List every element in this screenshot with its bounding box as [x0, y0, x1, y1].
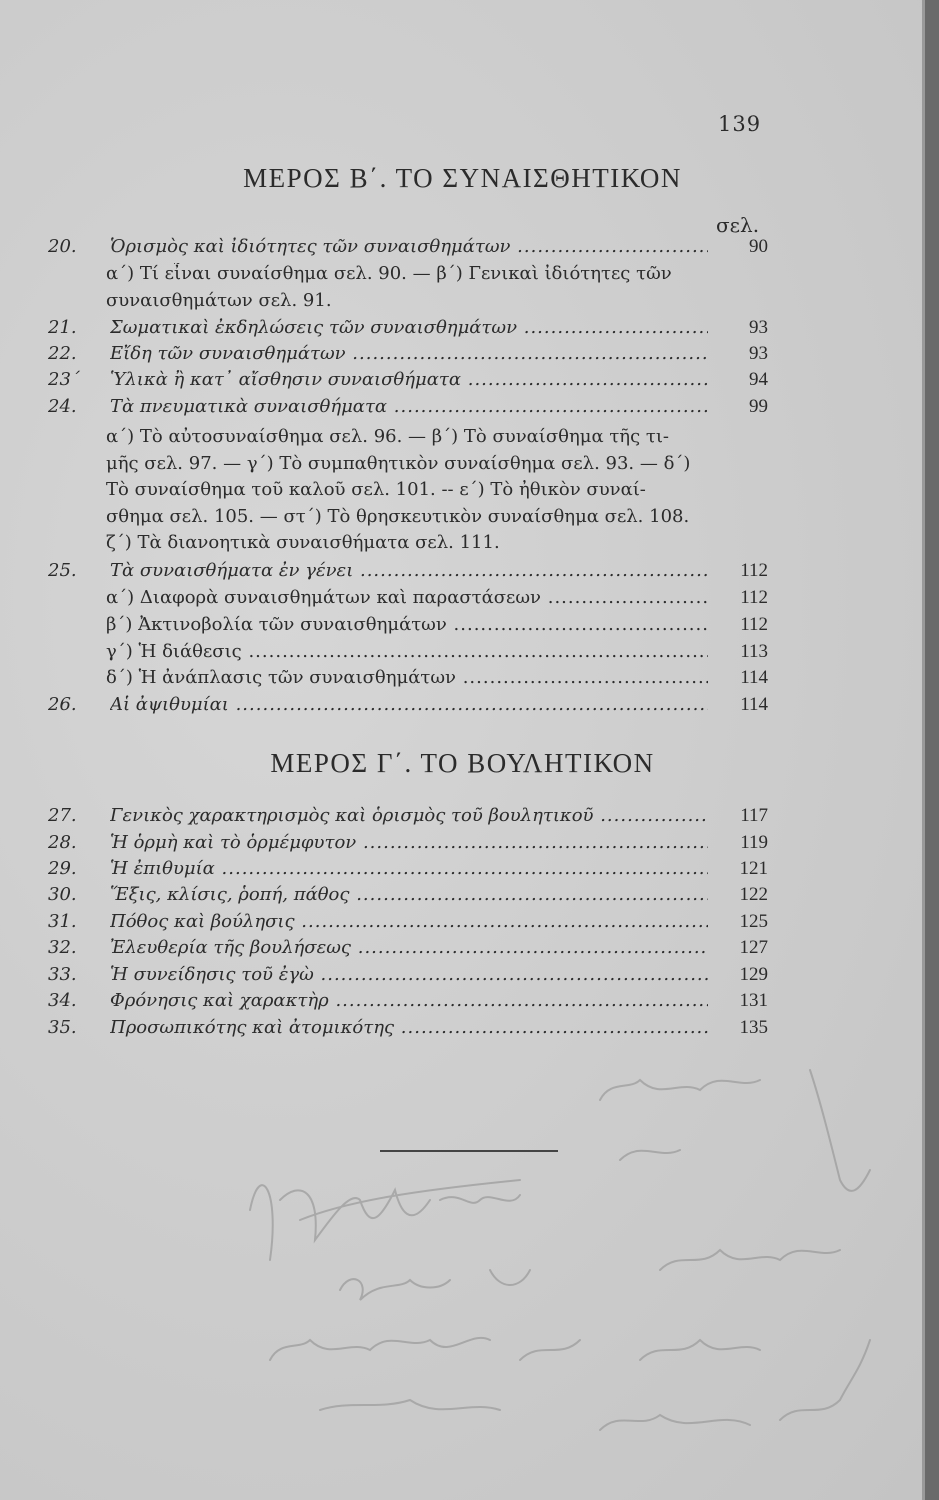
entry-page: 112 [740, 614, 768, 635]
toc-entry [48, 884, 768, 910]
entry-title: Φρόνησις καὶ χαρακτὴρ ..... [110, 990, 708, 1011]
page-number: 139 [718, 112, 762, 136]
entry-page: 114 [740, 667, 768, 688]
entry-title: Ὁρισμὸς καὶ ἰδιότητες τῶν συναισθημάτων ..... [110, 236, 708, 257]
entry-title: Σωματικαὶ ἐκδηλώσεις τῶν συναισθημάτων ..... [110, 317, 708, 338]
entry-24-description [106, 424, 716, 557]
entry-title: Ἕξις, κλίσις, ῥοπή, πάθος ..... [110, 884, 708, 905]
toc-entry [48, 832, 768, 858]
entry-title: Ὑλικὰ ἢ κατ᾿ αἴσθησιν συναισθήματα ..... [110, 369, 708, 390]
entry-title: Τὰ πνευματικὰ συναισθήματα ..... [110, 396, 708, 417]
toc-entry [48, 858, 768, 884]
description-line: α΄) Τὸ αὐτοσυναίσθημα σελ. 96. — β΄) Τὸ συναίσθημα τῆς τι- [106, 426, 669, 447]
entry-title: Εἴδη τῶν συναισθημάτων ..... [110, 343, 708, 364]
entry-title: Πόθος καὶ βούλησις ..... [110, 911, 708, 932]
entry-title: δ΄) Ἡ ἀνάπλασις τῶν συναισθημάτων ..... [106, 667, 708, 688]
page-column-label: σελ. [716, 213, 760, 237]
entry-title: α΄) Διαφορὰ συναισθημάτων καὶ παραστάσεων ..... [106, 587, 708, 608]
toc-entry [48, 343, 768, 369]
entry-title: συναισθημάτων σελ. 91. [106, 290, 332, 311]
description-line: Τὸ συναίσθημα τοῦ καλοῦ σελ. 101. -- ε΄) Τὸ ἠθικὸν συναί- [106, 479, 646, 500]
entry-title: α΄) Τί εἶναι συναίσθημα σελ. 90. — β΄) Γενικαὶ ἰδιότητες τῶν [106, 263, 672, 284]
entry-number: 26. [48, 694, 77, 715]
entry-page: 127 [739, 937, 768, 958]
entry-number: 30. [48, 884, 77, 905]
toc-entry [48, 369, 768, 395]
entry-number: 28. [48, 832, 77, 853]
part-b-title: ΜΕΡΟΣ Β΄. ΤΟ ΣΥΝΑΙΣΘΗΤΙΚΟΝ [243, 163, 682, 193]
entry-page: 93 [749, 317, 768, 338]
entry-number: 35. [48, 1017, 77, 1038]
entry-number: 25. [48, 560, 77, 581]
toc-entry [48, 396, 768, 422]
entry-number: 22. [48, 343, 77, 364]
description-line: σθημα σελ. 105. — στ΄) Τὸ θρησκευτικὸν συναίσθημα σελ. 108. [106, 505, 690, 527]
entry-page: 122 [739, 884, 768, 905]
toc-subentry [48, 587, 768, 613]
entry-page: 93 [749, 343, 768, 364]
entry-page: 94 [749, 369, 768, 390]
toc-entry [48, 911, 768, 937]
entry-page: 114 [740, 694, 768, 715]
entry-title: Προσωπικότης καὶ ἀτομικότης ..... [110, 1017, 708, 1038]
toc-entry [48, 694, 768, 720]
toc-entry [48, 990, 768, 1016]
toc-entry [48, 937, 768, 963]
description-line: μῆς σελ. 97. — γ΄) Τὸ συμπαθητικὸν συναίσθημα σελ. 93. — δ΄) [106, 452, 691, 474]
entry-page: 119 [740, 832, 768, 853]
entry-number: 23΄ [48, 369, 80, 390]
entry-page: 121 [739, 858, 768, 879]
page-edge-shadow [925, 0, 939, 1500]
entry-page: 135 [739, 1017, 768, 1038]
entry-number: 31. [48, 911, 77, 932]
entry-title: Ἡ ὁρμὴ καὶ τὸ ὁρμέμφυτον ..... [110, 832, 708, 853]
entry-number: 27. [48, 805, 77, 826]
entry-page: 125 [739, 911, 768, 932]
entry-page: 99 [749, 396, 768, 417]
toc-subentry [48, 614, 768, 640]
entry-page: 131 [739, 990, 768, 1011]
toc-subentry [48, 263, 768, 289]
entry-title: Ἐλευθερία τῆς βουλήσεως ..... [110, 937, 708, 958]
entry-title: β΄) Ἀκτινοβολία τῶν συναισθημάτων ..... [106, 614, 708, 635]
entry-number: 21. [48, 317, 77, 338]
entry-page: 112 [740, 560, 768, 581]
entry-title: γ΄) Ἡ διάθεσις ..... [106, 641, 708, 662]
entry-page: 113 [740, 641, 768, 662]
entry-number: 33. [48, 964, 77, 985]
entry-page: 112 [740, 587, 768, 608]
handwritten-pencil-notes [220, 1040, 880, 1460]
toc-subentry [48, 667, 768, 693]
entry-title: Γενικὸς χαρακτηρισμὸς καὶ ὁρισμὸς τοῦ βουλητικοῦ ..... [110, 805, 708, 826]
entry-number: 20. [48, 236, 77, 257]
toc-entry [48, 964, 768, 990]
toc-entry [48, 560, 768, 586]
entry-page: 129 [739, 964, 768, 985]
entry-title: Αἱ ἀψιθυμίαι ..... [110, 694, 708, 715]
entry-title: Ἡ ἐπιθυμία ..... [110, 858, 708, 879]
part-c-title: ΜΕΡΟΣ Γ΄. ΤΟ ΒΟΥΛΗΤΙΚΟΝ [270, 748, 655, 778]
entry-number: 29. [48, 858, 77, 879]
entry-title: Ἡ συνείδησις τοῦ ἐγὼ ..... [110, 964, 708, 985]
toc-subentry [48, 290, 768, 316]
description-line: ζ΄) Τὰ διανοητικὰ συναισθήματα σελ. 111. [106, 532, 500, 553]
entry-title: Τὰ συναισθήματα ἐν γένει ..... [110, 560, 708, 581]
entry-number: 34. [48, 990, 77, 1011]
toc-entry [48, 236, 768, 262]
entry-page: 90 [749, 236, 768, 257]
entry-number: 32. [48, 937, 77, 958]
toc-subentry [48, 641, 768, 667]
entry-number: 24. [48, 396, 77, 417]
entry-page: 117 [740, 805, 768, 826]
toc-entry [48, 805, 768, 831]
toc-entry [48, 317, 768, 343]
